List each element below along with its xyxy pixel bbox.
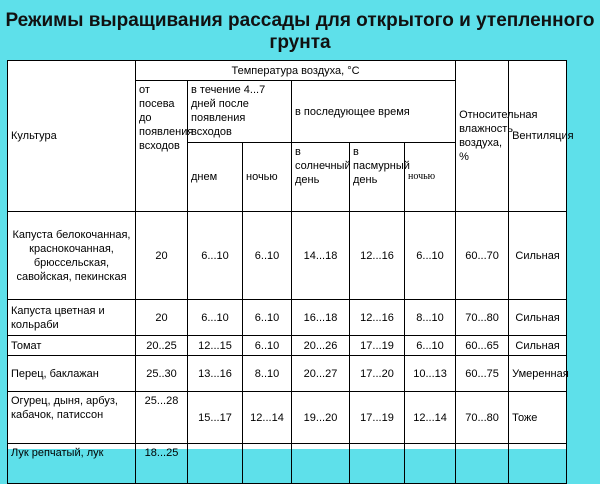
table-row <box>8 336 567 356</box>
cell-night: 8..10 <box>243 356 292 392</box>
cell-cloudy: 12...16 <box>350 300 405 336</box>
cell-sunny: 14...18 <box>292 212 350 300</box>
cell-night: 6..10 <box>243 336 292 356</box>
cell-culture: Капуста белокочанная, краснокочанная, брюссельская, савойская, пекинская <box>8 212 136 300</box>
cell-sunny: 20...26 <box>292 336 350 356</box>
header-humidity: Относительная влажность воздуха, % <box>456 61 509 212</box>
cell-night-later: 8...10 <box>405 300 456 336</box>
cell-night-later: 6...10 <box>405 336 456 356</box>
cell-sowing: 18...25 <box>136 444 188 484</box>
cell-culture: Лук репчатый, лук <box>8 444 136 484</box>
seedling-regime-table <box>7 60 574 484</box>
cell-humidity: 70...80 <box>456 392 509 444</box>
header-sunny-day: в солнечный день <box>292 143 350 212</box>
cell-sowing: 25..30 <box>136 356 188 392</box>
cell-humidity: 60...65 <box>456 336 509 356</box>
cell-ventilation: Тоже <box>509 392 567 444</box>
cell-cloudy: 12...16 <box>350 212 405 300</box>
cell-culture: Томат <box>8 336 136 356</box>
table-row <box>8 444 567 484</box>
cell-sowing: 20..25 <box>136 336 188 356</box>
cell-ventilation: Сильная <box>509 300 567 336</box>
cell-humidity <box>456 444 509 484</box>
cell-night: 6..10 <box>243 300 292 336</box>
cell-night-later: 12...14 <box>405 392 456 444</box>
cell-culture: Капуста цветная и кольраби <box>8 300 136 336</box>
cell-night: 6..10 <box>243 212 292 300</box>
page-title: Режимы выращивания рассады для открытого и утепленного грунта <box>5 10 595 53</box>
cell-day <box>188 444 243 484</box>
cell-day: 6...10 <box>188 300 243 336</box>
table-row <box>8 392 567 444</box>
header-later-night: ночью <box>405 143 456 212</box>
cell-day: 6...10 <box>188 212 243 300</box>
header-cloudy-day: в пасмурный день <box>350 143 405 212</box>
seedling-table-sheet <box>7 60 574 459</box>
cell-sowing: 20 <box>136 300 188 336</box>
header-before-sprouts: от посева до появления всходов <box>136 81 188 212</box>
cell-sunny: 20...27 <box>292 356 350 392</box>
header-night: ночью <box>243 143 292 212</box>
cell-sunny: 16...18 <box>292 300 350 336</box>
header-day: днем <box>188 143 243 212</box>
cell-cloudy: 17...19 <box>350 392 405 444</box>
cell-night-later <box>405 444 456 484</box>
cell-culture: Огурец, дыня, арбуз, кабачок, патиссон <box>8 392 136 444</box>
cell-sowing: 25...28 <box>136 392 188 444</box>
cell-ventilation: Умеренная <box>509 356 567 392</box>
cell-night <box>243 444 292 484</box>
cell-ventilation: Сильная <box>509 212 567 300</box>
cell-night-later: 6...10 <box>405 212 456 300</box>
header-later: в последующее время <box>292 81 456 143</box>
cell-humidity: 60...70 <box>456 212 509 300</box>
cell-culture: Перец, баклажан <box>8 356 136 392</box>
cell-humidity: 60...75 <box>456 356 509 392</box>
cell-day: 15...17 <box>188 392 243 444</box>
cell-day: 13...16 <box>188 356 243 392</box>
table-row <box>8 212 567 300</box>
header-temperature: Температура воздуха, °С <box>136 61 456 81</box>
cell-sunny <box>292 444 350 484</box>
cell-day: 12...15 <box>188 336 243 356</box>
cell-cloudy <box>350 444 405 484</box>
cell-sunny: 19...20 <box>292 392 350 444</box>
cell-ventilation: Сильная <box>509 336 567 356</box>
header-culture: Культура <box>8 61 136 212</box>
cell-ventilation <box>509 444 567 484</box>
cell-night: 12...14 <box>243 392 292 444</box>
cell-cloudy: 17...19 <box>350 336 405 356</box>
cell-cloudy: 17...20 <box>350 356 405 392</box>
cell-humidity: 70...80 <box>456 300 509 336</box>
cell-night-later: 10...13 <box>405 356 456 392</box>
header-ventilation: Вентиляция <box>509 61 567 212</box>
header-first-days: в течение 4...7 дней после появления всходов <box>188 81 292 143</box>
table-row <box>8 356 567 392</box>
cell-sowing: 20 <box>136 212 188 300</box>
table-row <box>8 300 567 336</box>
